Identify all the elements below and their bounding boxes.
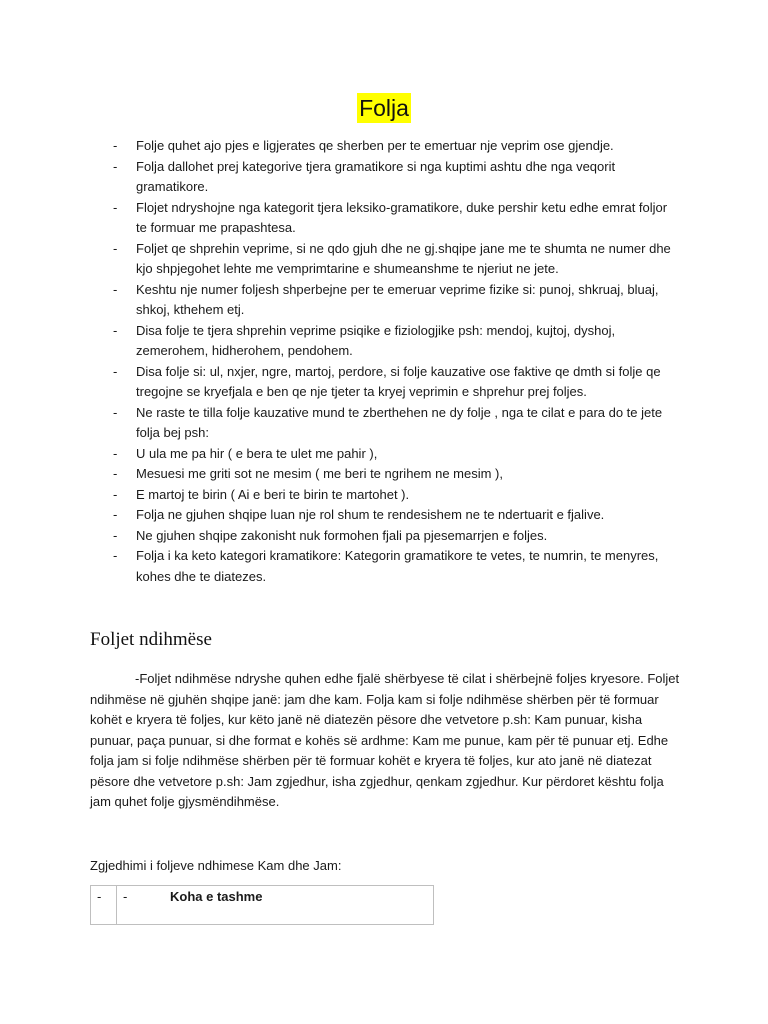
list-item xyxy=(113,505,673,526)
list-item xyxy=(113,280,673,321)
dash-marker: - xyxy=(113,363,118,379)
page-title: Folja xyxy=(359,95,409,121)
table-caption: Zgjedhimi i foljeve ndhimese Kam dhe Jam: xyxy=(90,858,342,873)
list-item-text: Flojet ndryshojne nga kategorit tjera leksiko-gramatikore, duke pershir ketu edhe emrat foljor te formuar me prapashtesa. xyxy=(136,199,668,235)
dash-marker: - xyxy=(113,158,118,174)
list-item xyxy=(113,136,673,157)
list-item-text: Keshtu nje numer foljesh shperbejne per te emeruar veprime fizike si: punoj, shkruaj, bluaj, shkoj, kthehem etj. xyxy=(136,281,659,317)
bullet-list xyxy=(113,136,673,587)
list-item-text: Disa folje te tjera shprehin veprime psiqike e fiziologjike psh: mendoj, kujtoj, dyshoj, zemerohem, hidherohem, pendohem. xyxy=(136,322,616,358)
dash-marker: - xyxy=(113,138,118,153)
dash-marker: - xyxy=(113,527,118,543)
cell-dash: - xyxy=(123,889,128,904)
list-item xyxy=(113,198,673,239)
list-item-text: Disa folje si: ul, nxjer, ngre, martoj, perdore, si folje kauzative ose faktive qe dmth si folje qe tregojne se kryefjala e ben qe nje tjeter ta kryej veprimin e shprehur prej foljes. xyxy=(136,363,661,399)
list-item-text: E martoj te birin ( Ai e beri te birin te martohet ). xyxy=(136,486,410,502)
list-item-text: U ula me pa hir ( e bera te ulet me pahir ), xyxy=(136,445,378,461)
list-item-text: Folja ne gjuhen shqipe luan nje rol shum te rendesishem ne te ndertuarit e fjalive. xyxy=(136,507,605,522)
list-item-text: Folja dallohet prej kategorive tjera gramatikore si nga kuptimi ashtu dhe nga veqorit gramatikore. xyxy=(136,158,616,194)
title-container xyxy=(0,93,768,123)
section-heading: Foljet ndihmëse xyxy=(90,629,212,650)
list-item-text: Foljet qe shprehin veprime, si ne qdo gjuh dhe ne gj.shqipe jane me te shumta ne numer dhe kjo shpjegohet lehte me vemprimtarine e shumeanshme te njeriut ne jete. xyxy=(136,240,671,276)
list-item-text: Folja i ka keto kategori kramatikore: Kategorin gramatikore te vetes, te numrin, te menyres, kohes dhe te diatezes. xyxy=(136,548,659,584)
cell-dash: - xyxy=(97,889,102,904)
list-item xyxy=(113,464,673,485)
list-item-text: Ne gjuhen shqipe zakonisht nuk formohen fjali pa pjesemarrjen e foljes. xyxy=(136,527,548,543)
table-row xyxy=(91,886,434,925)
list-item xyxy=(113,546,673,587)
dash-marker: - xyxy=(113,322,118,338)
conjugation-table xyxy=(90,885,434,925)
dash-marker: - xyxy=(113,548,118,563)
dash-marker: - xyxy=(113,507,118,522)
table-cell xyxy=(117,886,434,925)
section-paragraph: -Foljet ndihmëse ndryshe quhen edhe fjalë shërbyese të cilat i shërbejnë foljes kryesore. Foljet ndihmëse në gjuhën shqipe janë: jam dhe kam. Folja kam si folje ndihmëse shërben për të formuar kohët e kryera të foljes, kur këto janë në diatezën pësore dhe vetvetore p.sh: Kam punuar, kisha punuar, paça punuar, si dhe format e kohës së ardhme: Kam me punue, kam për të punuar etj. Edhe folja jam si folje ndihmëse shërben për të formuar kohët e kryera të foljes, kur ato janë në diatezat pësore dhe vetvetore p.sh: Jam zgjedhur, isha zgjedhur, qenkam zgjedhur. Kur përdoret kështu folja jam quhet folje gjysmëndihmëse. xyxy=(90,671,680,809)
list-item-text: Folje quhet ajo pjes e ligjerates qe sherben per te emertuar nje veprim ose gjendje. xyxy=(136,138,614,153)
list-item xyxy=(113,485,673,506)
cell-content xyxy=(123,889,427,904)
list-item xyxy=(113,526,673,547)
list-item-text: Mesuesi me griti sot ne mesim ( me beri te ngrihem ne mesim ), xyxy=(136,466,503,481)
list-item xyxy=(113,157,673,198)
column-header-present-tense: Koha e tashme xyxy=(170,889,263,904)
dash-marker: - xyxy=(113,445,118,461)
list-item-text: Ne raste te tilla folje kauzative mund te zberthehen ne dy folje , nga te cilat e para do te jete folja bej psh: xyxy=(136,404,663,440)
list-item xyxy=(113,403,673,444)
list-item xyxy=(113,444,673,465)
list-item xyxy=(113,321,673,362)
dash-marker: - xyxy=(113,281,118,297)
dash-marker: - xyxy=(113,404,118,420)
list-item xyxy=(113,239,673,280)
dash-marker: - xyxy=(113,486,118,502)
list-item xyxy=(113,362,673,403)
dash-marker: - xyxy=(113,199,118,215)
dash-marker: - xyxy=(113,240,118,256)
dash-marker: - xyxy=(113,466,118,481)
table-cell xyxy=(91,886,117,925)
